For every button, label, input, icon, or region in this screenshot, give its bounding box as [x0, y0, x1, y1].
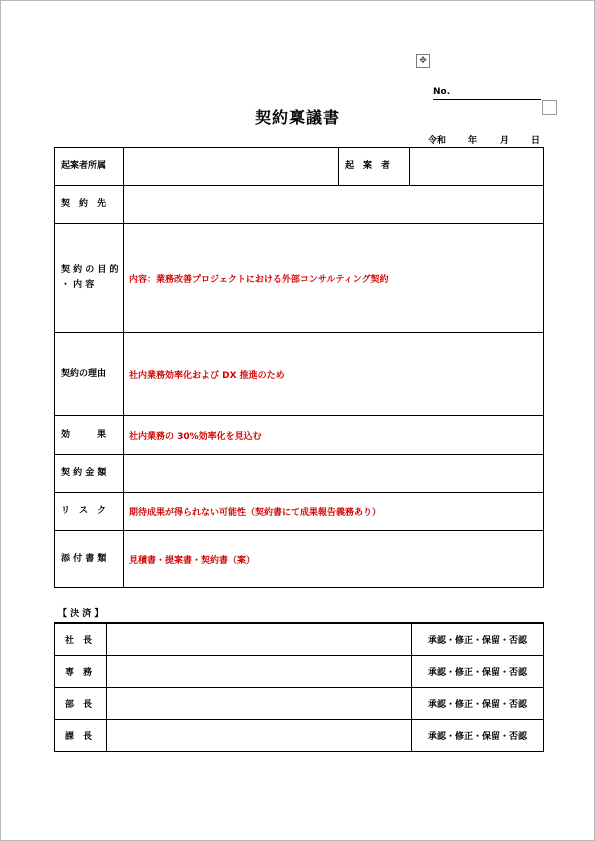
proposer-field[interactable] [410, 148, 544, 186]
table-move-handle-icon[interactable]: ✥ [416, 54, 430, 68]
table-row [55, 333, 544, 416]
form-label-proposer-dept: 起案者所属 [55, 148, 124, 186]
approval-role-section-chief: 課 長 [55, 720, 107, 752]
approval-role-dept-manager: 部 長 [55, 688, 107, 720]
table-row [55, 720, 544, 752]
table-row [55, 455, 544, 493]
table-row [55, 224, 544, 333]
form-label-effect: 効 果 [55, 416, 124, 455]
document-number-field[interactable] [433, 87, 541, 100]
approval-signature-field[interactable] [107, 623, 412, 656]
approval-table [54, 622, 544, 752]
purpose-field[interactable]: 内容：業務改善プロジェクトにおける外部コンサルティング契約 [124, 224, 544, 333]
approval-heading: 【 決 済 】 [58, 609, 104, 619]
approval-signature-field[interactable] [107, 688, 412, 720]
table-row [55, 148, 544, 186]
page-title: 契約稟議書 [254, 108, 340, 127]
table-row [55, 531, 544, 588]
table-row [55, 186, 544, 224]
date-era: 令和 [428, 136, 447, 146]
form-label-proposer: 起 案 者 [339, 148, 410, 186]
table-row [55, 623, 544, 656]
approval-options[interactable]: 承認・修正・保留・否認 [412, 688, 544, 720]
form-label-purpose: 契 約 の 目 的 ・ 内 容 [55, 224, 124, 333]
risk-field[interactable]: 期待成果が得られない可能性（契約書にて成果報告義務あり） [124, 493, 544, 531]
form-label-counterparty: 契 約 先 [55, 186, 124, 224]
approval-role-senior-md: 専 務 [55, 656, 107, 688]
document-number-label: No. [433, 87, 451, 97]
form-label-risk: リ ス ク [55, 493, 124, 531]
form-label-attachments: 添 付 書 類 [55, 531, 124, 588]
counterparty-field[interactable] [124, 186, 544, 224]
date-year: 年 [468, 136, 478, 146]
approval-options[interactable]: 承認・修正・保留・否認 [412, 656, 544, 688]
attachments-field[interactable]: 見積書・提案書・契約書（案） [124, 531, 544, 588]
form-label-reason: 契約の理由 [55, 333, 124, 416]
table-row [55, 688, 544, 720]
proposer-dept-field[interactable] [124, 148, 339, 186]
approval-options[interactable]: 承認・修正・保留・否認 [412, 720, 544, 752]
approval-signature-field[interactable] [107, 720, 412, 752]
table-row [55, 493, 544, 531]
contract-form-table [54, 147, 544, 588]
approval-options[interactable]: 承認・修正・保留・否認 [412, 623, 544, 656]
approval-signature-field[interactable] [107, 656, 412, 688]
effect-field[interactable]: 社内業務の 30%効率化を見込む [124, 416, 544, 455]
approval-role-president: 社 長 [55, 623, 107, 656]
date-month: 月 [500, 136, 510, 146]
date-day: 日 [531, 136, 541, 146]
form-label-amount: 契 約 金 額 [55, 455, 124, 493]
reason-field[interactable]: 社内業務効率化および DX 推進のため [124, 333, 544, 416]
table-row [55, 656, 544, 688]
amount-field[interactable] [124, 455, 544, 493]
table-row [55, 416, 544, 455]
